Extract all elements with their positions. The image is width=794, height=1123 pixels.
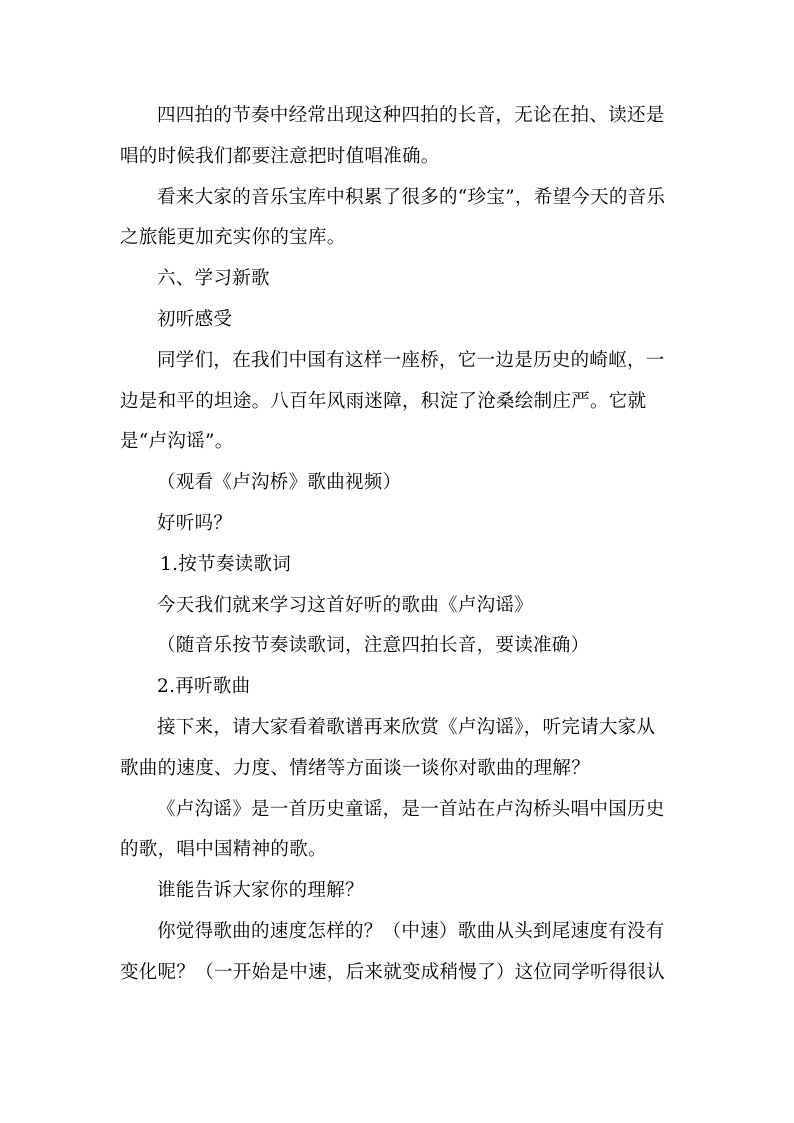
paragraph-learn-song: 今天我们就来学习这首好听的歌曲《卢沟谣》 — [157, 594, 534, 616]
paragraph-read-with-music: （随音乐按节奏读歌词，注意四拍长音，要读准确） — [157, 635, 590, 657]
paragraph-watch-video: （观看《卢沟桥》歌曲视频） — [157, 472, 402, 494]
paragraph-lugou-bridge-intro: 同学们，在我们中国有这样一座桥，它一边是历史的崎岖，一边是和平的坦途。八百年风雨迷障，积淀了沧桑绘制庄严。它就是“卢沟谣”。 — [120, 349, 665, 453]
paragraph-question-nice: 好听吗？ — [157, 512, 233, 534]
paragraph-tempo-question: 你觉得歌曲的速度怎样的？（中速）歌曲从头到尾速度有没有变化呢？（一开始是中速，后来就变成稍慢了）这位同学听得很认 — [120, 920, 666, 983]
document-body — [120, 96, 672, 994]
step-listen-again: 2.再听歌曲 — [157, 676, 251, 698]
paragraph-appreciate: 接下来，请大家看着歌谱再来欣赏《卢沟谣》，听完请大家从歌曲的速度、力度、情绪等方面谈一谈你对歌曲的理解？ — [120, 716, 656, 779]
subheading-first-listen: 初听感受 — [157, 308, 233, 330]
paragraph-four-beat-note: 四四拍的节奏中经常出现这种四拍的长音，无论在拍、读还是唱的时候我们都要注意把时值唱准确。 — [120, 105, 665, 167]
paragraph-who-can-tell: 谁能告诉大家你的理解？ — [157, 880, 364, 902]
paragraph-music-treasure: 看来大家的音乐宝库中积累了很多的“珍宝”，希望今天的音乐之旅能更加充实你的宝库。 — [120, 186, 666, 249]
step-read-lyrics: 1.按节奏读歌词 — [160, 553, 292, 575]
paragraph-song-description: 《卢沟谣》是一首历史童谣，是一首站在卢沟桥头唱中国历史的歌，唱中国精神的歌。 — [120, 798, 665, 861]
section-heading-learn-new-song: 六、学习新歌 — [157, 268, 270, 290]
